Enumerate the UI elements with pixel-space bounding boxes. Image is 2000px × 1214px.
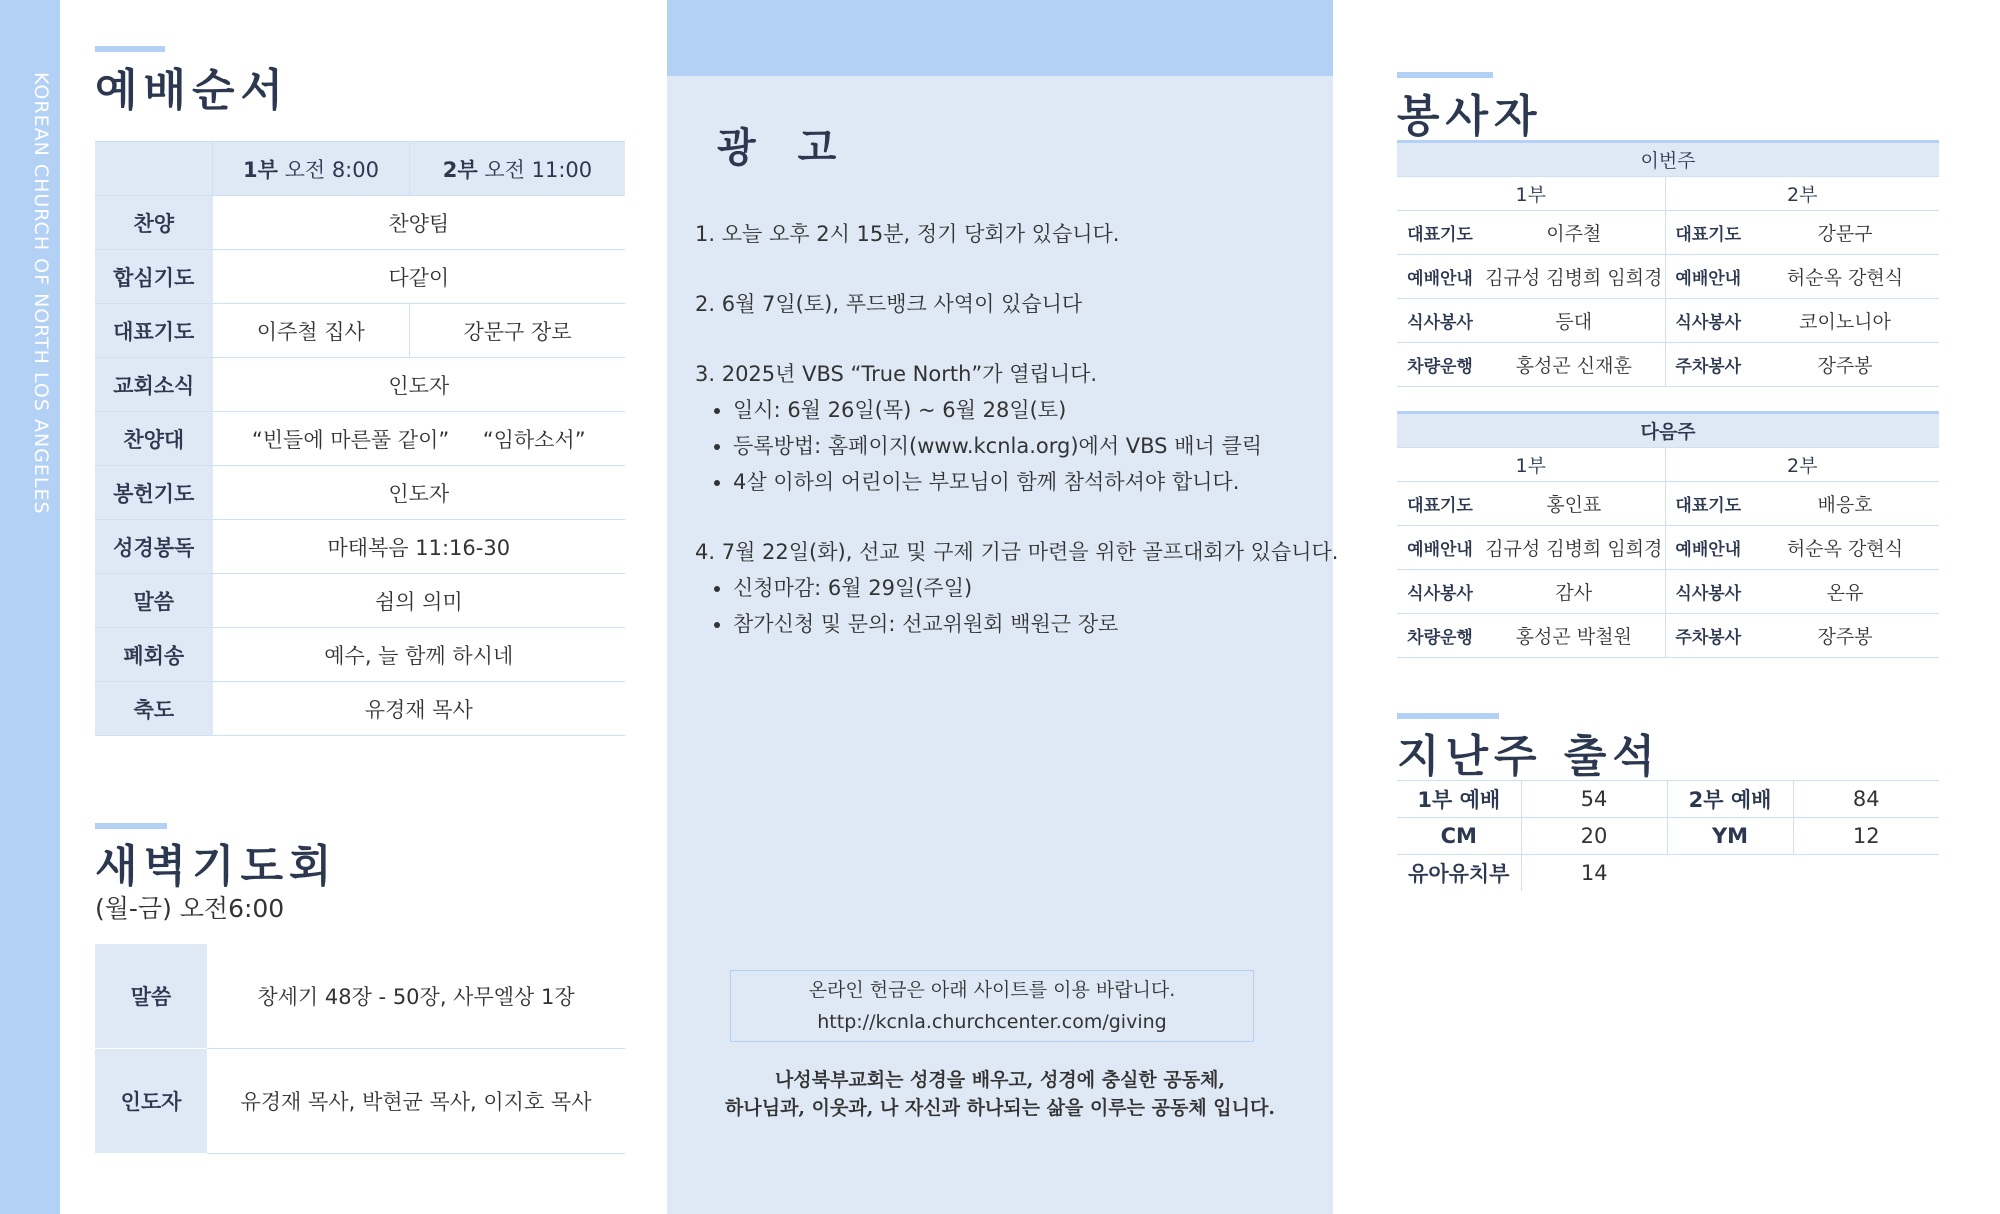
title-accent-bar: [1397, 72, 1493, 78]
role-label: 대표기도: [1397, 482, 1483, 526]
order-label: 폐회송: [95, 628, 213, 682]
worship-order-table: [95, 141, 625, 736]
order-label: 대표기도: [95, 304, 213, 358]
dawn-prayer-title: 새벽기도회: [95, 841, 338, 892]
announcement-bullet: • 일시: 6월 26일(목) ~ 6월 28일(토): [733, 392, 1325, 428]
volunteer-row: [1397, 255, 1939, 299]
order-value: 마태복음 11:16-30: [213, 520, 626, 574]
corner-cell: [95, 142, 213, 196]
attendance-label: 유아유치부: [1397, 855, 1521, 892]
service2-header: [409, 142, 625, 196]
volunteer-name: 배응호: [1751, 482, 1939, 526]
worship-order-header-row: [95, 142, 625, 196]
volunteer-name: 허순옥 강현식: [1751, 526, 1939, 570]
announcement-bullets: [695, 392, 1325, 500]
worship-order-row: [95, 574, 625, 628]
order-value: 유경재 목사: [213, 682, 626, 736]
announcement-item: [695, 286, 1325, 322]
volunteer-row: [1397, 614, 1939, 658]
volunteers-title: 봉사자: [1397, 91, 1543, 142]
announcement-text: 3. 2025년 VBS “True North”가 열립니다.: [695, 362, 1098, 386]
side-strip: [0, 0, 60, 1214]
role-label: 주차봉사: [1665, 614, 1751, 658]
order-value: 예수, 늘 함께 하시네: [213, 628, 626, 682]
next-week-label: 다음주: [1397, 413, 1939, 448]
role-label: 식사봉사: [1397, 299, 1483, 343]
volunteer-name: 등대: [1483, 299, 1665, 343]
volunteer-name: 감사: [1483, 570, 1665, 614]
volunteer-name: 장주봉: [1751, 343, 1939, 387]
volunteer-row: [1397, 526, 1939, 570]
volunteers-this-week-table: [1397, 140, 1939, 387]
dawn-label: 인도자: [95, 1049, 207, 1154]
part2-label: 2부: [1665, 177, 1939, 211]
role-label: 예배안내: [1665, 255, 1751, 299]
role-label: 식사봉사: [1665, 570, 1751, 614]
volunteer-name: 홍성곤 신재훈: [1483, 343, 1665, 387]
announcement-bullet: • 신청마감: 6월 29일(주일): [733, 570, 1325, 606]
attendance-label: CM: [1397, 818, 1521, 855]
volunteer-name: 코이노니아: [1751, 299, 1939, 343]
volunteer-row: [1397, 211, 1939, 255]
volunteer-name: 홍성곤 박철원: [1483, 614, 1665, 658]
volunteer-name: 이주철: [1483, 211, 1665, 255]
title-accent-bar: [1397, 713, 1499, 719]
part2-label: 2부: [1665, 448, 1939, 482]
attendance-label: 1부 예배: [1397, 781, 1521, 818]
giving-notice: 온라인 헌금은 아래 사이트를 이용 바랍니다.: [808, 979, 1176, 1001]
dawn-prayer-table: [95, 944, 625, 1154]
attendance-row: [1397, 818, 1939, 855]
title-accent-bar: [95, 46, 165, 52]
announcements-panel: [667, 0, 1339, 1214]
mission-line: 하나님과, 이웃과, 나 자신과 하나되는 삶을 이루는 공동체 입니다.: [725, 1097, 1275, 1119]
announcement-bullet: • 등록방법: 홈페이지(www.kcnla.org)에서 VBS 배너 클릭: [733, 428, 1325, 464]
worship-order-row: [95, 250, 625, 304]
volunteer-name: 강문구: [1751, 211, 1939, 255]
week-header-row: [1397, 142, 1939, 177]
worship-order-row: [95, 304, 625, 358]
attendance-count: 54: [1521, 781, 1667, 818]
empty-cell: [1793, 855, 1939, 892]
week-header-row: [1397, 413, 1939, 448]
panel-header-band: [667, 0, 1333, 76]
worship-order-row: [95, 196, 625, 250]
role-label: 차량운행: [1397, 614, 1483, 658]
service1-time: 오전 8:00: [284, 157, 379, 182]
announcement-bullet: • 4살 이하의 어린이는 부모님이 함께 참석하셔야 합니다.: [733, 464, 1325, 500]
role-label: 식사봉사: [1665, 299, 1751, 343]
order-label: 찬양: [95, 196, 213, 250]
announcement-bullet: • 참가신청 및 문의: 선교위원회 백원근 장로: [733, 606, 1325, 642]
volunteer-name: 온유: [1751, 570, 1939, 614]
order-value: 인도자: [213, 466, 626, 520]
title-accent-bar: [95, 823, 167, 829]
announcement-text: 4. 7월 22일(화), 선교 및 구제 기금 마련을 위한 골프대회가 있습니다.: [695, 540, 1339, 564]
role-label: 예배안내: [1397, 526, 1483, 570]
order-label: 교회소식: [95, 358, 213, 412]
attendance-row: [1397, 855, 1939, 892]
mission-statement: [667, 1066, 1333, 1122]
attendance-table: [1397, 780, 1939, 891]
attendance-label: YM: [1667, 818, 1793, 855]
attendance-row: [1397, 781, 1939, 818]
part-header-row: [1397, 177, 1939, 211]
announcement-item: [695, 534, 1339, 642]
role-label: 대표기도: [1665, 211, 1751, 255]
volunteer-row: [1397, 570, 1939, 614]
announcement-bullets: [695, 570, 1325, 642]
volunteer-name: 홍인표: [1483, 482, 1665, 526]
order-value: 인도자: [213, 358, 626, 412]
service1-label: 1부: [242, 157, 278, 182]
order-label: 합심기도: [95, 250, 213, 304]
order-value: 찬양팀: [213, 196, 626, 250]
attendance-label: 2부 예배: [1667, 781, 1793, 818]
order-value: 쉼의 의미: [213, 574, 626, 628]
order-value-1: 이주철 집사: [213, 304, 410, 358]
role-label: 예배안내: [1397, 255, 1483, 299]
worship-order-row: [95, 628, 625, 682]
announcement-text: 1. 오늘 오후 2시 15분, 정기 당회가 있습니다.: [695, 222, 1120, 246]
announcement-item: [695, 356, 1325, 500]
this-week-label: 이번주: [1397, 142, 1939, 177]
attendance-count: 12: [1793, 818, 1939, 855]
attendance-count: 84: [1793, 781, 1939, 818]
order-label: 봉헌기도: [95, 466, 213, 520]
dawn-value: 유경재 목사, 박현균 목사, 이지호 목사: [207, 1049, 625, 1154]
dawn-label: 말씀: [95, 944, 207, 1049]
role-label: 예배안내: [1665, 526, 1751, 570]
order-label: 성경봉독: [95, 520, 213, 574]
dawn-row: [95, 1049, 625, 1154]
part1-label: 1부: [1397, 177, 1665, 211]
giving-url-link[interactable]: http://kcnla.churchcenter.com/giving: [817, 1011, 1167, 1033]
volunteer-name: 김규성 김병희 임희경: [1483, 255, 1665, 299]
volunteer-row: [1397, 299, 1939, 343]
role-label: 식사봉사: [1397, 570, 1483, 614]
worship-order-row: [95, 358, 625, 412]
dawn-row: [95, 944, 625, 1049]
volunteer-row: [1397, 482, 1939, 526]
announcement-item: [695, 216, 1325, 252]
volunteer-name: 허순옥 강현식: [1751, 255, 1939, 299]
part-header-row: [1397, 448, 1939, 482]
volunteer-row: [1397, 343, 1939, 387]
service1-header: [213, 142, 410, 196]
church-name-vertical: KOREAN CHURCH OF NORTH LOS ANGELES: [30, 72, 52, 515]
worship-order-row: [95, 682, 625, 736]
volunteer-name: 김규성 김병희 임희경: [1483, 526, 1665, 570]
choir-song-2: “임하소서”: [482, 427, 586, 452]
worship-order-title: 예배순서: [95, 65, 290, 116]
choir-value: [213, 412, 626, 466]
service2-time: 오전 11:00: [484, 157, 593, 182]
order-value-2: 강문구 장로: [409, 304, 625, 358]
online-giving-box: [730, 970, 1254, 1042]
announcement-text: 2. 6월 7일(토), 푸드뱅크 사역이 있습니다: [695, 292, 1083, 316]
empty-cell: [1667, 855, 1793, 892]
worship-order-row: [95, 466, 625, 520]
part1-label: 1부: [1397, 448, 1665, 482]
dawn-value: 창세기 48장 - 50장, 사무엘상 1장: [207, 944, 625, 1049]
order-label: 축도: [95, 682, 213, 736]
volunteer-name: 장주봉: [1751, 614, 1939, 658]
dawn-prayer-schedule: (월-금) 오전6:00: [95, 894, 285, 923]
mission-line: 나성북부교회는 성경을 배우고, 성경에 충실한 공동체,: [774, 1069, 1226, 1091]
attendance-count: 14: [1521, 855, 1667, 892]
attendance-count: 20: [1521, 818, 1667, 855]
role-label: 대표기도: [1665, 482, 1751, 526]
choir-song-1: “빈들에 마른풀 같이”: [251, 427, 450, 452]
announcements-title: 광 고: [717, 124, 851, 171]
worship-order-row: [95, 520, 625, 574]
role-label: 주차봉사: [1665, 343, 1751, 387]
role-label: 차량운행: [1397, 343, 1483, 387]
service2-label: 2부: [442, 157, 478, 182]
order-value: 다같이: [213, 250, 626, 304]
announcement-list: [695, 216, 1339, 676]
worship-order-row: [95, 412, 625, 466]
role-label: 대표기도: [1397, 211, 1483, 255]
order-label: 말씀: [95, 574, 213, 628]
volunteers-next-week-table: [1397, 411, 1939, 658]
order-label: 찬양대: [95, 412, 213, 466]
attendance-title: 지난주 출석: [1397, 731, 1661, 782]
